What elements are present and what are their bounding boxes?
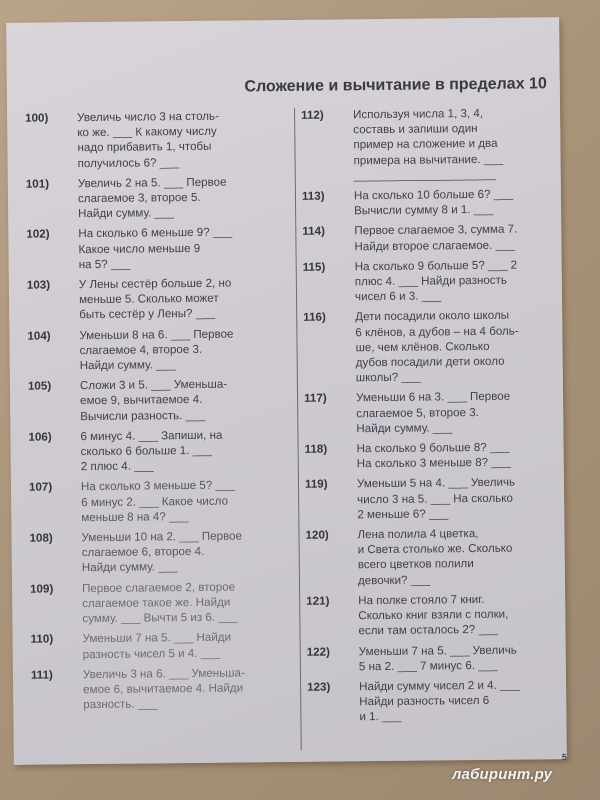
task-number: 116) bbox=[303, 311, 326, 325]
task-107 bbox=[29, 478, 259, 526]
task-number: 101) bbox=[25, 177, 50, 191]
task-text: Найди сумму чисел 2 и 4. ___ Найди разность чисел 6 и 1. ___ bbox=[359, 678, 520, 724]
task-113 bbox=[302, 186, 532, 219]
task-111 bbox=[31, 665, 261, 713]
task-text: Уменьши 6 на 3. ___ Первое слагаемое 5, второе 3. Найди сумму. ___ bbox=[356, 390, 511, 436]
task-101 bbox=[26, 174, 256, 222]
task-118 bbox=[305, 439, 535, 472]
task-number: 112) bbox=[301, 108, 324, 122]
task-text: У Лены сестёр больше 2, но меньше 5. Сколько может быть сестёр у Лены? ___ bbox=[78, 276, 232, 322]
task-123 bbox=[307, 677, 537, 725]
task-116 bbox=[303, 308, 534, 386]
workbook-page bbox=[6, 17, 567, 765]
task-number: 122) bbox=[306, 645, 331, 659]
column-divider bbox=[294, 108, 302, 750]
task-number: 117) bbox=[304, 392, 327, 406]
task-number: 111) bbox=[30, 668, 53, 682]
task-number: 120) bbox=[305, 528, 329, 542]
task-number: 115) bbox=[302, 260, 326, 274]
task-text: На сколько 10 больше 6? ___ Вычисли сумму 8 и 1. ___ bbox=[353, 187, 514, 218]
task-120 bbox=[305, 525, 536, 588]
task-103 bbox=[27, 275, 257, 323]
task-text: Уменьши 8 на 6. ___ Первое слагаемое 4, второе 3. Найди сумму. ___ bbox=[79, 327, 234, 373]
task-text: Увеличь 3 на 6. ___ Уменьша- емое 6, вычитаемое 4. Найди разность. ___ bbox=[82, 666, 245, 712]
task-text: Уменьши 10 на 2. ___ Первое слагаемое 6, второе 4. Найди сумму. ___ bbox=[81, 529, 243, 575]
task-number: 110) bbox=[30, 632, 54, 646]
task-106 bbox=[28, 427, 258, 475]
task-102 bbox=[26, 225, 256, 273]
task-121 bbox=[306, 591, 536, 639]
task-text: На сколько 9 больше 5? ___ 2 плюс 4. ___ Найди разность чисел 6 и 3. ___ bbox=[354, 258, 518, 304]
task-text: 6 минус 4. ___ Запиши, на сколько 6 больше 1. ___ 2 плюс 4. ___ bbox=[80, 428, 223, 474]
task-number: 106) bbox=[28, 430, 52, 444]
task-text: Первое слагаемое 2, второе слагаемое такое же. Найди сумму. ___ Вычти 5 из 6. ___ bbox=[81, 580, 238, 626]
task-number: 119) bbox=[304, 478, 328, 492]
task-number: 123) bbox=[307, 680, 331, 694]
task-number: 104) bbox=[27, 329, 51, 343]
task-text: На сколько 6 меньше 9? ___ Какое число меньше 9 на 5? ___ bbox=[78, 225, 233, 271]
task-text: Уменьши 5 на 4. ___ Увеличь число 3 на 5. ___ На сколько 2 меньше 6? ___ bbox=[356, 476, 516, 522]
task-114 bbox=[302, 222, 532, 255]
task-112 bbox=[301, 105, 532, 183]
task-number: 103) bbox=[26, 278, 51, 292]
task-text: Дети посадили около школы 6 клёнов, а дубов – на 4 боль- ше, чем клёнов. Сколько дубов посадили дети около школы? ___ bbox=[355, 309, 519, 385]
page-title: Сложение и вычитание в пределах 10 bbox=[244, 75, 547, 96]
task-104 bbox=[27, 326, 257, 374]
task-100 bbox=[25, 108, 256, 171]
page-number: 5 bbox=[561, 752, 567, 763]
task-number: 118) bbox=[304, 442, 328, 456]
task-text: На сколько 9 больше 8? ___ На сколько 3 меньше 8? ___ bbox=[356, 440, 511, 471]
task-number: 114) bbox=[302, 225, 325, 239]
task-117 bbox=[304, 389, 534, 437]
task-119 bbox=[305, 475, 535, 523]
task-105 bbox=[28, 377, 258, 425]
task-text: На полке стояло 7 книг. Сколько книг взяли с полки, если там осталось 2? ___ bbox=[358, 592, 509, 638]
watermark-logo: лабиринт.ру bbox=[452, 766, 553, 783]
task-108 bbox=[29, 528, 259, 576]
task-number: 109) bbox=[29, 582, 54, 596]
task-text: Первое слагаемое 3, сумма 7. Найди второе слагаемое. ___ bbox=[354, 222, 518, 253]
task-number: 100) bbox=[25, 111, 49, 125]
task-text: Увеличь 2 на 5. ___ Первое слагаемое 3, второе 5. Найди сумму. ___ bbox=[77, 175, 227, 221]
task-text: Сложи 3 и 5. ___ Уменьша- емое 9, вычитаемое 4. Вычисли разность. ___ bbox=[79, 377, 228, 423]
task-109 bbox=[30, 579, 260, 627]
task-number: 113) bbox=[301, 189, 325, 203]
left-column bbox=[25, 108, 261, 718]
task-number: 108) bbox=[29, 531, 53, 545]
task-number: 105) bbox=[27, 379, 52, 393]
right-column bbox=[301, 105, 538, 730]
task-text: Уменьши 7 на 5. ___ Увеличь 5 на 2. ___ 7 минус 6. ___ bbox=[358, 643, 517, 673]
task-text: Лена полила 4 цветка, и Света столько же. Сколько всего цветков полили девочки? ___ bbox=[357, 527, 513, 587]
task-text: Уменьши 7 на 5. ___ Найди разность чисел 5 и 4. ___ bbox=[82, 630, 232, 661]
task-number: 121) bbox=[306, 594, 330, 608]
task-text: Используя числа 1, 3, 4, составь и запиши один пример на сложение и два примера на вычитание. ___ ______________________ bbox=[353, 106, 504, 183]
task-number: 102) bbox=[26, 227, 50, 242]
task-110 bbox=[31, 630, 261, 663]
task-text: На сколько 3 меньше 5? ___ 6 минус 2. ___ Какое число меньше 8 на 4? ___ bbox=[80, 479, 235, 525]
task-122 bbox=[307, 642, 537, 675]
task-115 bbox=[303, 257, 533, 305]
task-number: 107) bbox=[28, 480, 53, 495]
task-text: Увеличь число 3 на столь- ко же. ___ К какому числу надо прибавить 1, чтобы получилось 6? ___ bbox=[77, 109, 219, 170]
